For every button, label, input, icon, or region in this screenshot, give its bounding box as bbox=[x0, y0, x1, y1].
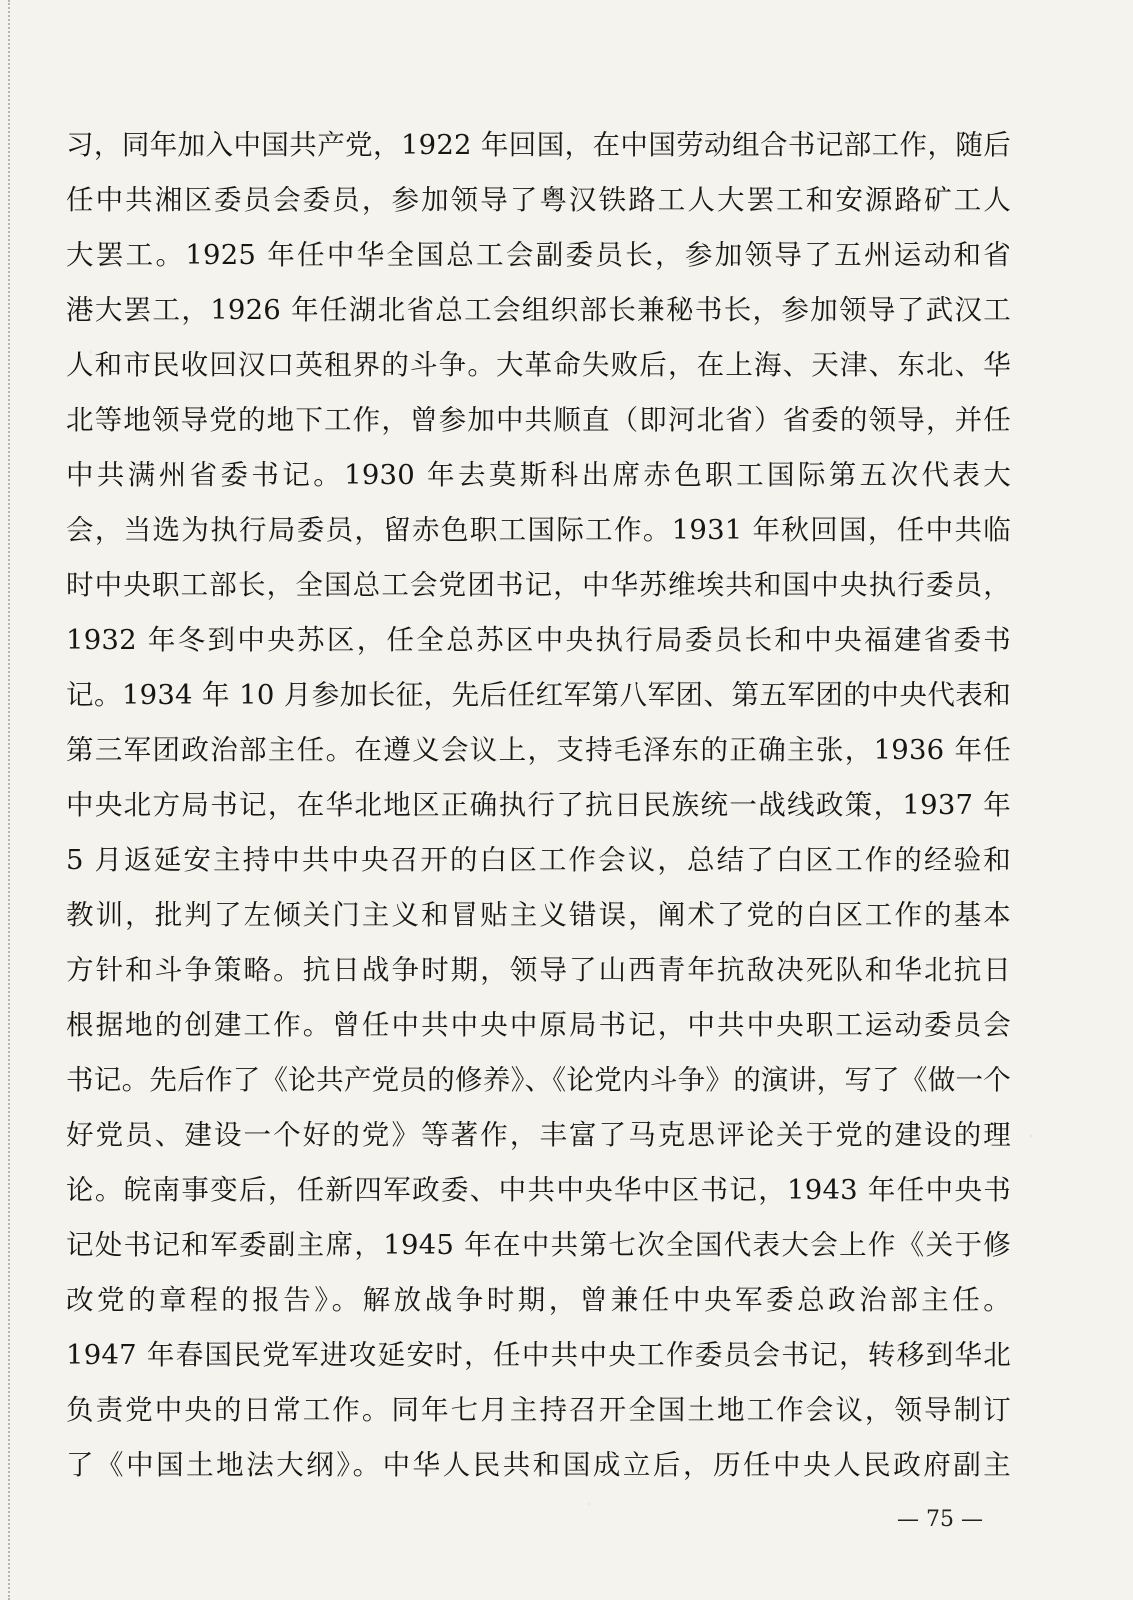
text-line-11: 记。1934 年 10 月参加长征，先后任红军第八军团、第五军团的中央代表和 bbox=[66, 679, 1011, 711]
text-line-20: 论。皖南事变后，任新四军政委、中共中央华中区书记，1943 年任中央书 bbox=[66, 1174, 1011, 1206]
text-line-9: 时中央职工部长，全国总工会党团书记，中华苏维埃共和国中央执行委员， bbox=[66, 569, 1011, 601]
text-line-24: 负责党中央的日常工作。同年七月主持召开全国土地工作会议，领导制订 bbox=[66, 1394, 1011, 1426]
text-line-19: 好党员、建设一个好的党》等著作，丰富了马克思评论关于党的建设的理 bbox=[66, 1119, 1011, 1151]
text-line-4: 港大罢工，1926 年任湖北省总工会组织部长兼秘书长，参加领导了武汉工 bbox=[66, 294, 1011, 326]
text-line-7: 中共满州省委书记。1930 年去莫斯科出席赤色职工国际第五次代表大 bbox=[66, 459, 1011, 491]
text-line-15: 教训，批判了左倾关门主义和冒贴主义错误，阐术了党的白区工作的基本 bbox=[66, 899, 1011, 931]
text-line-8: 会，当选为执行局委员，留赤色职工国际工作。1931 年秋回国，任中共临 bbox=[66, 514, 1011, 546]
text-line-10: 1932 年冬到中央苏区，任全总苏区中央执行局委员长和中央福建省委书 bbox=[66, 624, 1011, 656]
page-number: — 75 — bbox=[897, 1507, 983, 1532]
text-line-23: 1947 年春国民党军进攻延安时，任中共中央工作委员会书记，转移到华北 bbox=[66, 1339, 1011, 1371]
text-line-18: 书记。先后作了《论共产党员的修养》、《论党内斗争》的演讲，写了《做一个 bbox=[66, 1064, 1011, 1096]
text-line-12: 第三军团政治部主任。在遵义会议上，支持毛泽东的正确主张，1936 年任 bbox=[66, 734, 1011, 766]
text-line-5: 人和市民收回汉口英租界的斗争。大革命失败后，在上海、天津、东北、华 bbox=[66, 349, 1011, 381]
text-line-1: 习，同年加入中国共产党，1922 年回国，在中国劳动组合书记部工作，随后 bbox=[66, 129, 1011, 161]
text-line-6: 北等地领导党的地下工作，曾参加中共顺直（即河北省）省委的领导，并任 bbox=[66, 404, 1011, 436]
text-line-14: 5 月返延安主持中共中央召开的白区工作会议，总结了白区工作的经验和 bbox=[66, 844, 1011, 876]
page-binding-edge bbox=[8, 0, 13, 1600]
body-text bbox=[66, 118, 1011, 1493]
text-line-13: 中央北方局书记，在华北地区正确执行了抗日民族统一战线政策，1937 年 bbox=[66, 789, 1011, 821]
text-line-16: 方针和斗争策略。抗日战争时期，领导了山西青年抗敌决死队和华北抗日 bbox=[66, 954, 1011, 986]
text-line-25: 了《中国土地法大纲》。中华人民共和国成立后，历任中央人民政府副主 bbox=[66, 1449, 1011, 1481]
text-line-17: 根据地的创建工作。曾任中共中央中原局书记，中共中央职工运动委员会 bbox=[66, 1009, 1011, 1041]
text-line-22: 改党的章程的报告》。解放战争时期，曾兼任中央军委总政治部主任。 bbox=[66, 1284, 1011, 1316]
text-line-21: 记处书记和军委副主席，1945 年在中共第七次全国代表大会上作《关于修 bbox=[66, 1229, 1011, 1261]
text-line-3: 大罢工。1925 年任中华全国总工会副委员长，参加领导了五州运动和省 bbox=[66, 239, 1011, 271]
text-line-2: 任中共湘区委员会委员，参加领导了粤汉铁路工人大罢工和安源路矿工人 bbox=[66, 184, 1011, 216]
